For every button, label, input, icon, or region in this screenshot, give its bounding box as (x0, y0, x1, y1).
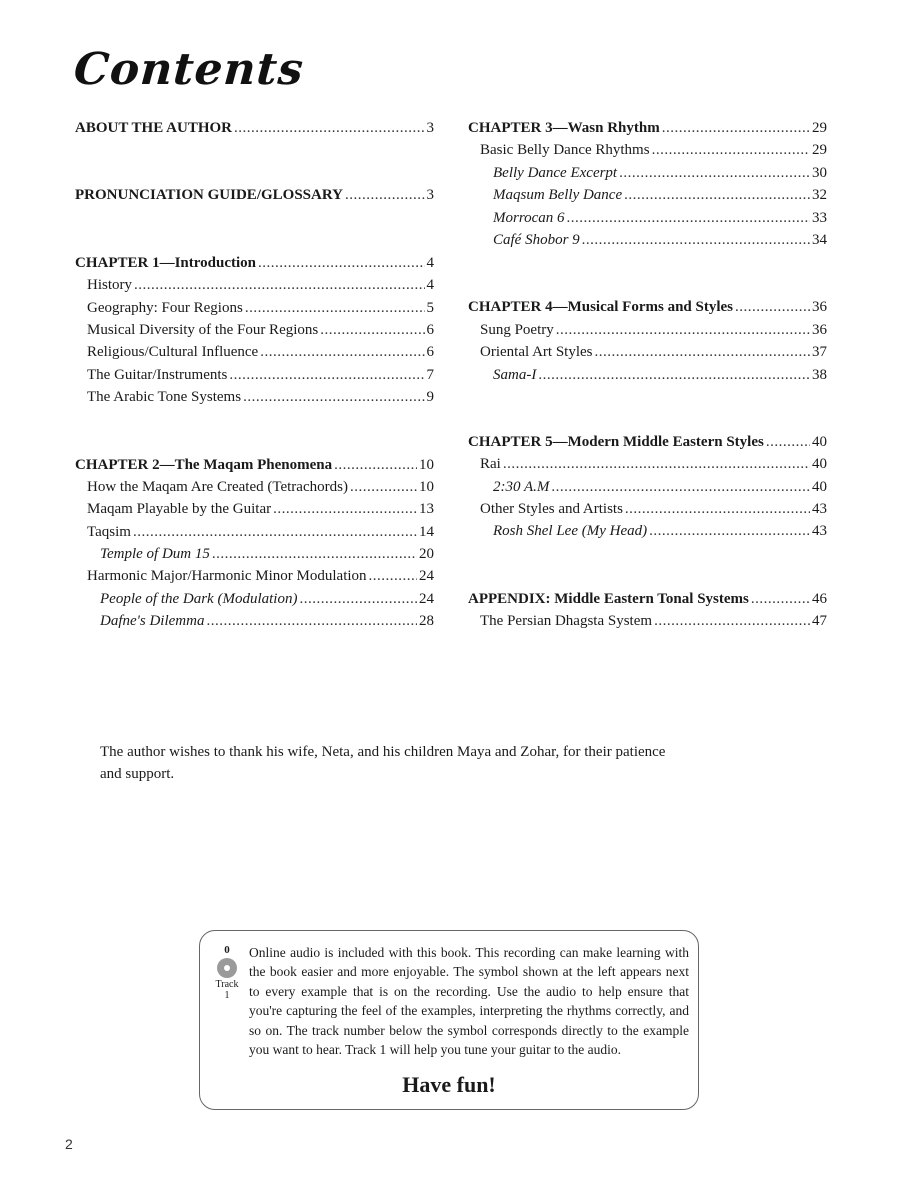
leader-dots (595, 341, 811, 363)
toc-entry-page: 10 (419, 456, 434, 473)
toc-entry-title: ABOUT THE AUTHOR (75, 120, 232, 136)
toc-entry[interactable] (75, 341, 434, 363)
toc-entry[interactable] (468, 453, 827, 475)
audio-cd-icon (217, 958, 237, 978)
toc-entry-page: 36 (812, 299, 827, 316)
toc-entry-page: 40 (812, 478, 827, 495)
toc-entry[interactable] (468, 319, 827, 341)
toc-entry[interactable] (468, 207, 827, 229)
toc-entry-page: 40 (812, 433, 827, 450)
leader-dots (334, 454, 417, 476)
toc-entry-page: 33 (812, 209, 827, 226)
toc-entry-page: 34 (812, 231, 827, 248)
toc-entry-title: Oriental Art Styles (480, 344, 593, 361)
leader-dots (649, 520, 810, 542)
leader-dots (206, 610, 417, 632)
track-label: Track (215, 979, 239, 990)
toc-entry[interactable] (75, 297, 434, 319)
toc-entry[interactable] (468, 117, 827, 139)
toc-entry[interactable] (468, 184, 827, 206)
toc-entry[interactable] (75, 521, 434, 543)
toc-right-column (468, 117, 827, 633)
toc-entry-page: 46 (812, 590, 827, 607)
toc-entry-page: 4 (426, 254, 434, 271)
leader-dots (556, 319, 810, 341)
toc-entry-title: PRONUNCIATION GUIDE/GLOSSARY (75, 187, 343, 204)
toc-entry-page: 47 (812, 613, 827, 630)
leader-dots (229, 364, 424, 386)
toc-entry-page: 6 (426, 344, 434, 361)
toc-entry-title: APPENDIX: Middle Eastern Tonal Systems (468, 590, 749, 607)
toc-entry-page: 6 (426, 321, 434, 338)
toc-entry-title: Rai (480, 456, 501, 473)
toc-entry-title: Maqsum Belly Dance (493, 187, 623, 204)
toc-entry[interactable] (75, 543, 434, 565)
toc-entry[interactable] (75, 364, 434, 386)
toc-entry-title: Café Shobor 9 (493, 231, 580, 248)
toc-entry[interactable] (468, 476, 827, 498)
toc-entry[interactable] (468, 364, 827, 386)
have-fun-text: Have fun! (402, 1072, 496, 1097)
toc-entry[interactable] (75, 117, 434, 139)
toc-entry-title: Basic Belly Dance Rhythms (480, 142, 650, 159)
toc-entry-page: 28 (419, 613, 434, 630)
leader-dots (260, 341, 424, 363)
toc-entry[interactable] (75, 588, 434, 610)
toc-entry-title: CHAPTER 5—Modern Middle Eastern Styles (468, 433, 764, 450)
leader-dots (273, 498, 417, 520)
toc-entry-title: Belly Dance Excerpt (493, 164, 618, 181)
leader-dots (245, 297, 425, 319)
leader-dots (751, 588, 810, 610)
toc-entry-title: Sama-I (493, 366, 537, 383)
toc-entry[interactable] (468, 610, 827, 632)
leader-dots (551, 476, 810, 498)
toc-entry-title: CHAPTER 2—The Maqam Phenomena (75, 456, 333, 473)
audio-track-symbol (212, 945, 242, 1001)
toc-entry-title: The Arabic Tone Systems (87, 389, 242, 406)
toc-left-column (75, 117, 434, 633)
toc-entry-title: Rosh Shel Lee (My Head) (493, 523, 648, 540)
toc-entry-title: Maqam Playable by the Guitar (87, 501, 272, 518)
toc-entry-page: 43 (812, 523, 827, 540)
toc-entry-title: Dafne's Dilemma (100, 613, 205, 630)
toc-entry-page: 20 (419, 546, 434, 563)
toc-entry-title: Religious/Cultural Influence (87, 344, 259, 361)
toc-entry-title: CHAPTER 3—Wasn Rhythm (468, 120, 660, 136)
toc-entry[interactable] (75, 386, 434, 408)
toc-entry[interactable] (468, 588, 827, 610)
toc-entry-page: 13 (419, 501, 434, 518)
toc-entry[interactable] (468, 229, 827, 251)
toc-entry-page: 43 (812, 501, 827, 518)
toc-entry-page: 38 (812, 366, 827, 383)
toc-entry[interactable] (75, 454, 434, 476)
toc-entry-title: Harmonic Major/Harmonic Minor Modulation (87, 568, 367, 585)
toc-entry[interactable] (468, 431, 827, 453)
toc-entry-page: 3 (426, 120, 434, 136)
toc-entry[interactable] (75, 274, 434, 296)
audio-info-box (199, 930, 699, 1110)
toc-entry[interactable] (75, 610, 434, 632)
toc-entry[interactable] (468, 162, 827, 184)
toc-entry[interactable] (75, 476, 434, 498)
leader-dots (243, 386, 424, 408)
toc-entry[interactable] (75, 252, 434, 274)
toc-entry-page: 5 (426, 299, 434, 316)
leader-dots (625, 498, 810, 520)
leader-dots (654, 610, 810, 632)
toc-entry[interactable] (75, 319, 434, 341)
toc-entry-title: CHAPTER 1—Introduction (75, 254, 256, 271)
toc-entry-title: 2:30 A.M (493, 478, 550, 495)
toc-entry-page: 36 (812, 321, 827, 338)
toc-entry-page: 29 (812, 120, 827, 136)
acknowledgment-text: The author wishes to thank his wife, Neta, and his children Maya and Zohar, for their patience and support. (100, 744, 666, 782)
leader-dots (234, 117, 425, 139)
toc-entry-title: Morrocan 6 (493, 209, 565, 226)
toc-entry-title: How the Maqam Are Created (Tetrachords) (87, 478, 348, 495)
toc-entry-title: Musical Diversity of the Four Regions (87, 321, 319, 338)
leader-dots (350, 476, 417, 498)
toc-entry-page: 3 (426, 187, 434, 204)
leader-dots (567, 207, 810, 229)
toc-entry[interactable] (468, 296, 827, 318)
toc-entry-page: 10 (419, 478, 434, 495)
toc-entry-page: 32 (812, 187, 827, 204)
leader-dots (652, 139, 810, 161)
toc-entry-page: 14 (419, 523, 434, 540)
toc-entry-title: History (87, 277, 132, 294)
toc-entry-title: People of the Dark (Modulation) (100, 590, 298, 607)
track-index: 1 (224, 990, 230, 1001)
toc-entry-page: 4 (426, 277, 434, 294)
toc-entry-page: 30 (812, 164, 827, 181)
leader-dots (133, 521, 417, 543)
toc-entry-page: 40 (812, 456, 827, 473)
audio-info-text: Online audio is included with this book. This recording can make learning with the book easier and more enjoyable. The symbol shown at the left appears next to every example that is on the recording. Use the audio to help ensure that you're capturing the feel of the examples, interpreting the rhythms correctly, and so on. The track number below the symbol corresponds directly to the example you want to hear. Track 1 will help you tune your guitar to the audio. (249, 945, 689, 1058)
toc-entry-title: The Persian Dhagsta System (480, 613, 653, 630)
toc-entry[interactable] (468, 520, 827, 542)
toc-entry-page: 24 (419, 568, 434, 585)
leader-dots (538, 364, 810, 386)
leader-dots (766, 431, 810, 453)
track-number: 0 (224, 944, 230, 956)
page-number: 2 (65, 1136, 73, 1152)
toc-entry-page: 9 (426, 389, 434, 406)
toc-entry-title: Other Styles and Artists (480, 501, 623, 518)
leader-dots (662, 117, 810, 139)
toc-entry-title: Temple of Dum 15 (100, 546, 210, 563)
toc-entry-title: CHAPTER 4—Musical Forms and Styles (468, 299, 734, 316)
leader-dots (212, 543, 417, 565)
leader-dots (258, 252, 425, 274)
toc-entry[interactable] (468, 139, 827, 161)
toc-entry[interactable] (75, 565, 434, 587)
leader-dots (320, 319, 424, 341)
page-title: Contents (72, 44, 306, 95)
toc-entry-page: 29 (812, 142, 827, 159)
leader-dots (299, 588, 417, 610)
toc-entry-page: 24 (419, 590, 434, 607)
leader-dots (134, 274, 425, 296)
leader-dots (624, 184, 810, 206)
leader-dots (345, 184, 425, 206)
leader-dots (582, 229, 810, 251)
toc-entry[interactable] (75, 498, 434, 520)
toc-entry[interactable] (468, 341, 827, 363)
leader-dots (619, 162, 810, 184)
toc-entry-title: The Guitar/Instruments (87, 366, 228, 383)
toc-entry-title: Sung Poetry (480, 321, 554, 338)
toc-entry[interactable] (468, 498, 827, 520)
leader-dots (735, 296, 810, 318)
toc-entry[interactable] (75, 184, 434, 206)
leader-dots (503, 453, 810, 475)
toc-entry-page: 7 (426, 366, 434, 383)
toc-entry-title: Geography: Four Regions (87, 299, 243, 316)
toc-entry-page: 37 (812, 344, 827, 361)
toc-entry-title: Taqsim (87, 523, 131, 540)
leader-dots (369, 565, 417, 587)
